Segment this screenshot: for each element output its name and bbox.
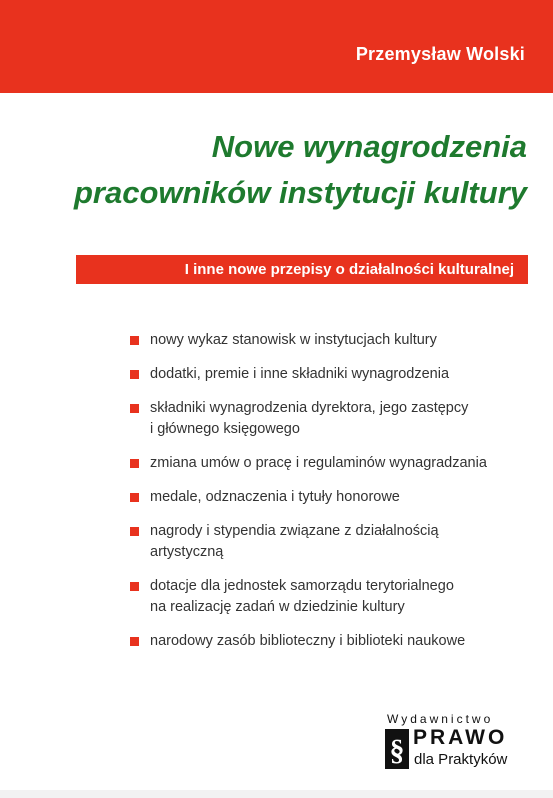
bullet-square-icon bbox=[130, 527, 139, 536]
bullet-square-icon bbox=[130, 459, 139, 468]
subtitle-banner: I inne nowe przepisy o działalności kulturalnej bbox=[76, 255, 528, 284]
list-item bbox=[130, 453, 525, 474]
list-item bbox=[130, 521, 525, 563]
list-item-text: nowy wykaz stanowisk w instytucjach kultury bbox=[150, 332, 437, 348]
list-item-text: nagrody i stypendia związane z działalnością bbox=[150, 523, 439, 539]
list-item-text: medale, odznaczenia i tytuły honorowe bbox=[150, 489, 400, 505]
publisher-name: PRAWO bbox=[413, 726, 508, 749]
title-line-2: pracowników instytucji kultury bbox=[73, 175, 527, 210]
list-item-text: zmiana umów o pracę i regulaminów wynagradzania bbox=[150, 455, 487, 471]
paragraph-sign-icon bbox=[385, 729, 409, 769]
bullet-square-icon bbox=[130, 336, 139, 345]
bottom-edge bbox=[0, 790, 553, 798]
list-item-text: składniki wynagrodzenia dyrektora, jego zastępcy bbox=[150, 400, 469, 416]
list-item-text-cont: artystyczną bbox=[150, 544, 224, 560]
publisher-logo bbox=[385, 712, 545, 772]
list-item bbox=[130, 576, 525, 618]
list-item-text-cont: i głównego księgowego bbox=[150, 421, 300, 437]
svg-text:§: § bbox=[389, 734, 405, 767]
list-item bbox=[130, 487, 525, 508]
list-item-text: dodatki, premie i inne składniki wynagrodzenia bbox=[150, 366, 450, 382]
publisher-tagline: dla Praktyków bbox=[414, 751, 508, 768]
list-item bbox=[130, 364, 525, 385]
bullet-square-icon bbox=[130, 582, 139, 591]
list-item bbox=[130, 398, 525, 440]
top-red-band bbox=[0, 0, 553, 93]
list-item-text: dotacje dla jednostek samorządu terytorialnego bbox=[150, 578, 454, 594]
list-item-text: narodowy zasób biblioteczny i biblioteki naukowe bbox=[150, 633, 466, 649]
bullet-square-icon bbox=[130, 637, 139, 646]
list-item bbox=[130, 330, 525, 351]
list-item bbox=[130, 631, 525, 652]
book-title bbox=[7, 124, 527, 216]
topics-list bbox=[130, 330, 525, 665]
author-name: Przemysław Wolski bbox=[355, 44, 525, 64]
list-item-text-cont: na realizację zadań w dziedzinie kultury bbox=[150, 599, 405, 615]
title-line-1: Nowe wynagrodzenia bbox=[211, 129, 527, 164]
bullet-square-icon bbox=[130, 370, 139, 379]
publisher-label: Wydawnictwo bbox=[387, 712, 494, 726]
bullet-square-icon bbox=[130, 493, 139, 502]
bullet-square-icon bbox=[130, 404, 139, 413]
